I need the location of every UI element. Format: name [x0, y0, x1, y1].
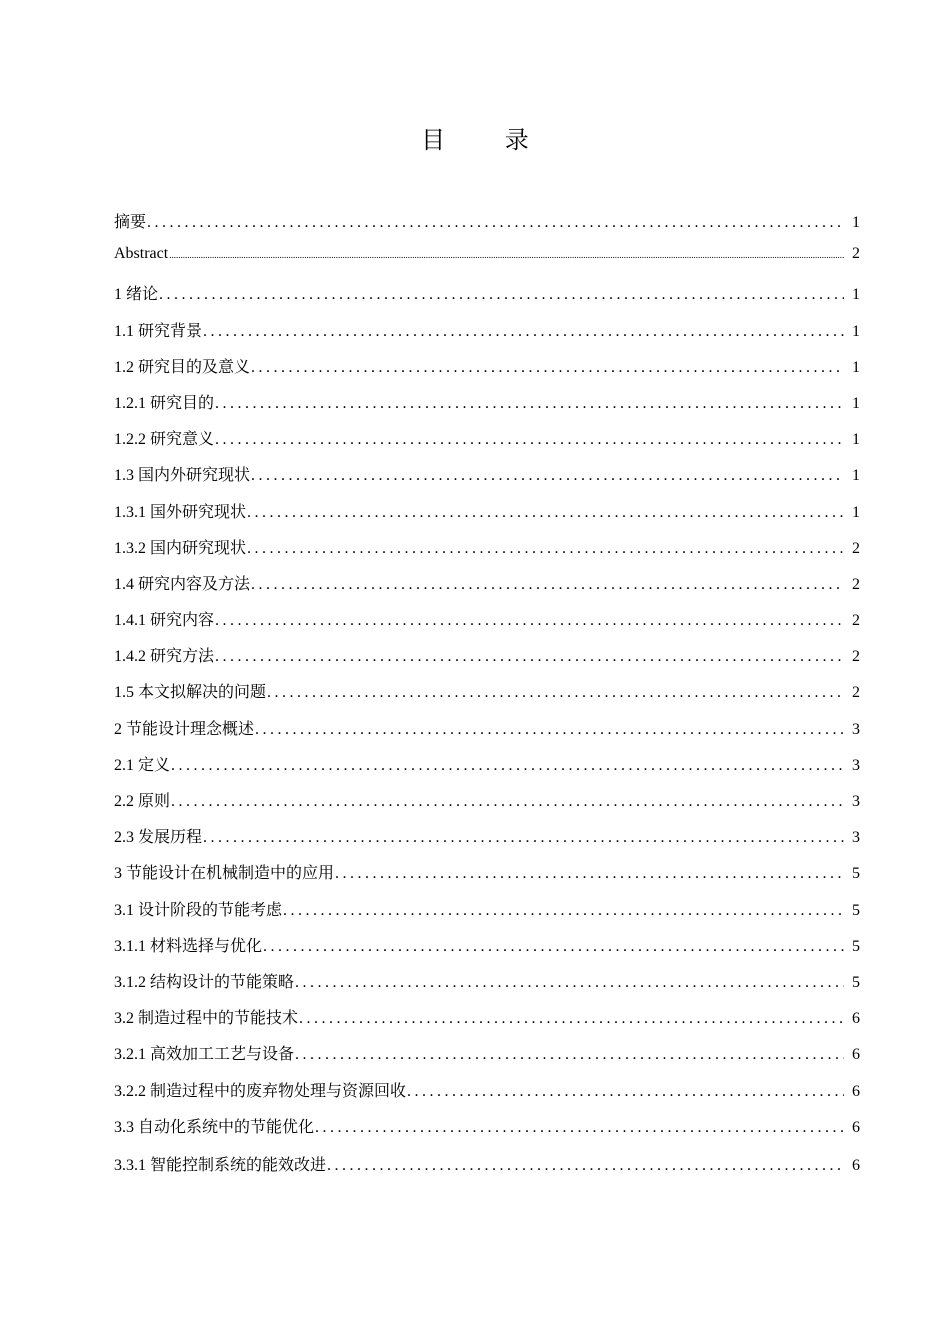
- toc-entry-page: 2: [852, 245, 860, 263]
- toc-entry-label: 2.1 定义: [114, 756, 171, 774]
- toc-entry-page: 1: [852, 358, 860, 376]
- toc-leader-dots: [263, 938, 844, 956]
- toc-entry-page: 1: [852, 286, 860, 304]
- toc-leader-dots: [327, 1157, 844, 1175]
- toc-entry-page: 6: [852, 1118, 860, 1136]
- toc-entry-page: 3: [852, 720, 860, 738]
- toc-entry[interactable]: [114, 209, 860, 245]
- toc-leader-dots: [203, 829, 844, 847]
- table-of-contents: [114, 209, 860, 1188]
- toc-entry-page: 1: [852, 467, 860, 485]
- toc-entry-page: 5: [852, 973, 860, 991]
- toc-entry[interactable]: [114, 788, 860, 824]
- toc-entry-label: 1.2.1 研究目的: [114, 394, 215, 412]
- toc-entry-label: 1.5 本文拟解决的问题: [114, 684, 267, 702]
- toc-entry-label: 摘要: [114, 214, 147, 231]
- toc-entry[interactable]: [114, 499, 860, 535]
- toc-title: 目 录: [421, 126, 555, 154]
- toc-entry-page: 3: [852, 829, 860, 847]
- toc-entry-label: 1.4 研究内容及方法: [114, 575, 251, 593]
- toc-entry[interactable]: [114, 824, 860, 860]
- toc-entry-label: 3.2.2 制造过程中的废弃物处理与资源回收: [114, 1082, 407, 1100]
- toc-entry-label: 1.3 国内外研究现状: [114, 467, 251, 485]
- toc-entry-page: 1: [852, 503, 860, 521]
- toc-entry-label: 1.1 研究背景: [114, 322, 203, 340]
- toc-entry-label: 2.2 原则: [114, 793, 171, 810]
- toc-entry[interactable]: [114, 571, 860, 607]
- toc-entry[interactable]: [114, 535, 860, 571]
- toc-entry[interactable]: [114, 752, 860, 788]
- toc-entry-label: 3.2.1 高效加工工艺与设备: [114, 1046, 295, 1064]
- toc-entry-label: 1.2 研究目的及意义: [114, 358, 251, 376]
- toc-leader-dots: [247, 504, 844, 522]
- toc-leader-dots: [147, 214, 844, 232]
- toc-entry-page: 5: [852, 865, 860, 883]
- toc-entry-page: 1: [852, 394, 860, 412]
- toc-entry-page: 3: [852, 756, 860, 774]
- toc-entry[interactable]: [114, 390, 860, 426]
- toc-entry-label: 3.1 设计阶段的节能考虑: [114, 901, 283, 919]
- toc-leader-dots: [215, 431, 844, 449]
- toc-entry-page: 3: [852, 793, 860, 810]
- toc-entry-label: 3.3 自动化系统中的节能优化: [114, 1118, 315, 1136]
- toc-entry-page: 6: [852, 1010, 860, 1028]
- toc-leader-dots: [159, 286, 844, 304]
- toc-leader-dots: [215, 612, 844, 630]
- toc-entry-label: 1.3.1 国外研究现状: [114, 503, 247, 521]
- toc-leader-dots: [315, 1119, 844, 1137]
- toc-leader-dots: [203, 323, 844, 341]
- toc-entry-label: 3.3.1 智能控制系统的能效改进: [114, 1156, 327, 1174]
- toc-entry-page: 5: [852, 901, 860, 919]
- toc-entry[interactable]: [114, 716, 860, 752]
- toc-leader-dots: [215, 648, 844, 666]
- toc-entry[interactable]: [114, 897, 860, 933]
- toc-entry[interactable]: [114, 1114, 860, 1152]
- toc-entry[interactable]: [114, 679, 860, 715]
- toc-leader-dots: [171, 793, 844, 811]
- toc-leader-dots: [171, 757, 844, 775]
- toc-entry[interactable]: [114, 281, 860, 317]
- toc-entry[interactable]: [114, 1078, 860, 1114]
- toc-entry[interactable]: [114, 245, 860, 281]
- toc-entry-label: 1.3.2 国内研究现状: [114, 539, 247, 557]
- toc-entry-label: Abstract: [114, 245, 169, 263]
- toc-leader-dots: [283, 902, 844, 920]
- toc-entry-label: 3.1.1 材料选择与优化: [114, 937, 263, 955]
- toc-entry[interactable]: [114, 1152, 860, 1188]
- toc-entry-label: 3.2 制造过程中的节能技术: [114, 1010, 299, 1028]
- toc-entry-page: 1: [852, 431, 860, 449]
- toc-leader-dots: [255, 721, 844, 739]
- toc-leader-dots: [299, 1010, 844, 1028]
- toc-leader-dots: [267, 684, 844, 702]
- toc-entry-page: 2: [852, 539, 860, 557]
- toc-leader-dots: [407, 1083, 844, 1101]
- toc-entry-page: 6: [852, 1046, 860, 1064]
- toc-entry[interactable]: [114, 643, 860, 679]
- toc-entry-page: 1: [852, 214, 860, 231]
- toc-leader-dots: [295, 974, 844, 992]
- toc-entry-page: 2: [852, 575, 860, 593]
- toc-entry-page: 2: [852, 648, 860, 666]
- toc-entry[interactable]: [114, 462, 860, 498]
- toc-entry[interactable]: [114, 860, 860, 896]
- toc-entry-page: 6: [852, 1156, 860, 1174]
- toc-entry[interactable]: [114, 933, 860, 969]
- toc-leader-dots: [295, 1046, 844, 1064]
- toc-entry[interactable]: [114, 1005, 860, 1041]
- toc-leader-dots: [251, 359, 844, 377]
- toc-leader-dots: [335, 865, 844, 883]
- toc-leader-dots: [215, 395, 844, 413]
- toc-entry[interactable]: [114, 607, 860, 643]
- toc-entry-label: 3.1.2 结构设计的节能策略: [114, 973, 295, 991]
- toc-entry-label: 3 节能设计在机械制造中的应用: [114, 865, 335, 883]
- toc-entry-page: 1: [852, 322, 860, 340]
- toc-entry-page: 5: [852, 937, 860, 955]
- toc-entry-label: 1.4.2 研究方法: [114, 648, 215, 666]
- toc-entry[interactable]: [114, 426, 860, 462]
- toc-entry[interactable]: [114, 969, 860, 1005]
- toc-entry-label: 1.4.1 研究内容: [114, 612, 215, 630]
- toc-entry-page: 2: [852, 684, 860, 702]
- toc-leader-dots: [251, 467, 844, 485]
- toc-entry[interactable]: [114, 354, 860, 390]
- toc-leader-dots: [169, 250, 844, 260]
- toc-entry-page: 2: [852, 612, 860, 630]
- toc-entry[interactable]: [114, 1041, 860, 1077]
- toc-entry-label: 1 绪论: [114, 286, 159, 304]
- toc-entry-label: 2.3 发展历程: [114, 829, 203, 847]
- toc-entry-page: 6: [852, 1082, 860, 1100]
- toc-leader-dots: [251, 576, 844, 594]
- toc-entry[interactable]: [114, 318, 860, 354]
- toc-leader-dots: [247, 540, 844, 558]
- toc-entry-label: 2 节能设计理念概述: [114, 720, 255, 738]
- toc-entry-label: 1.2.2 研究意义: [114, 431, 215, 449]
